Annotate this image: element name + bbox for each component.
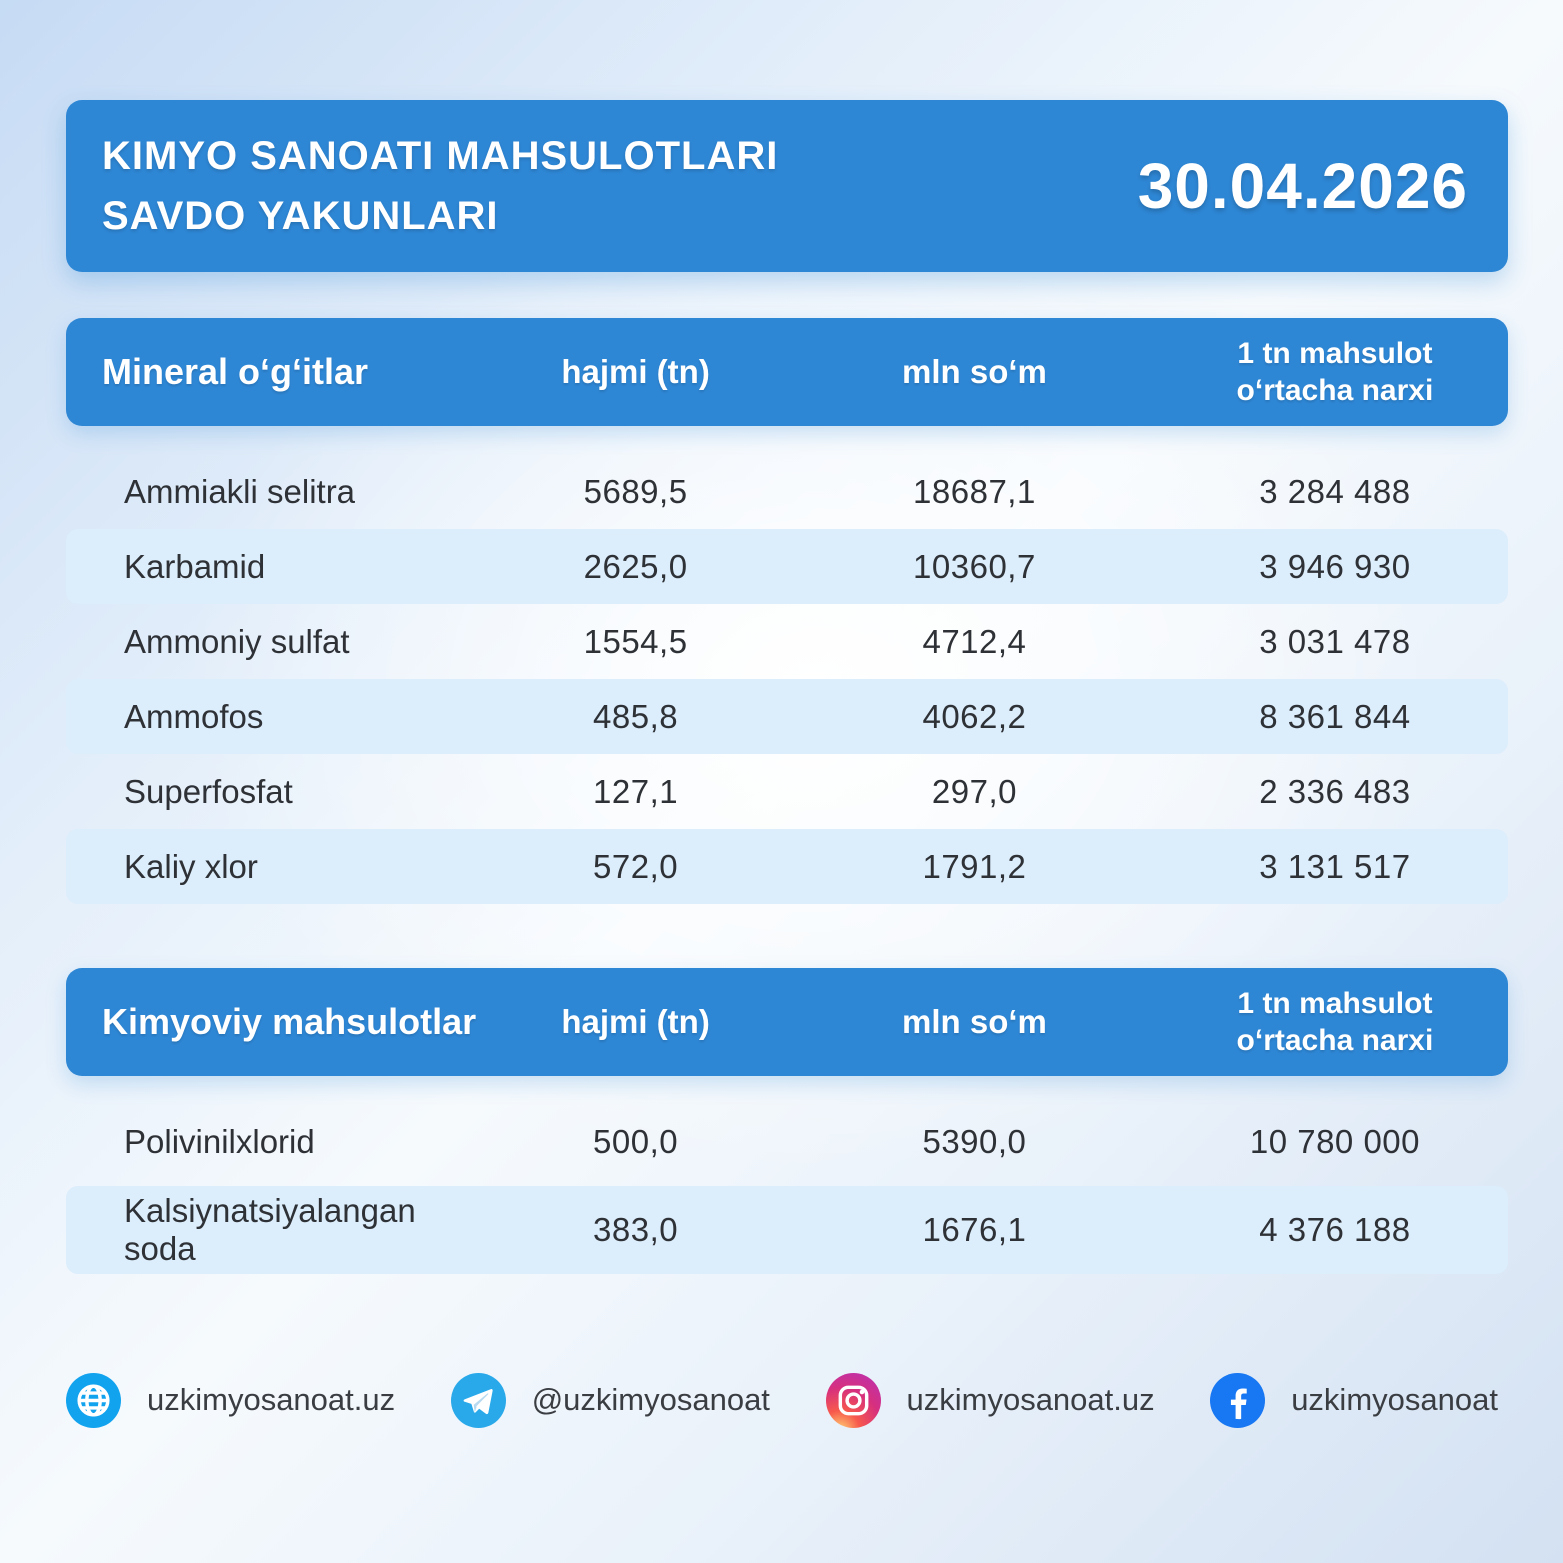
- table-row: [66, 1186, 1508, 1274]
- table2-col-narx: 1 tn mahsulot o‘rtacha narxi: [1236, 987, 1434, 1057]
- narx-cell: 10 780 000: [1249, 1123, 1421, 1160]
- table-row: [66, 1098, 1508, 1186]
- page-title-line2: SAVDO YAKUNLARI: [102, 194, 499, 238]
- facebook-link[interactable]: [1210, 1373, 1498, 1428]
- website-label: uzkimyosanoat.uz: [147, 1382, 396, 1417]
- report-date: 30.04.2026: [1137, 150, 1468, 222]
- narx-cell: 4 376 188: [1259, 1211, 1411, 1248]
- hajmi-cell: 127,1: [593, 772, 679, 810]
- table-row: [66, 829, 1508, 904]
- table-row: [66, 604, 1508, 679]
- product-name-cell: Kalsiynatsiyalangan soda: [124, 1192, 416, 1267]
- instagram-label: uzkimyosanoat.uz: [906, 1382, 1155, 1417]
- hajmi-cell: 5689,5: [583, 472, 688, 510]
- table2-header: [66, 968, 1508, 1076]
- narx-cell: 8 361 844: [1259, 697, 1411, 735]
- page-title: [102, 126, 778, 246]
- narx-cell: 2 336 483: [1259, 772, 1411, 810]
- table1-header: [66, 318, 1508, 426]
- footer-social-bar: [66, 1372, 1498, 1428]
- product-name-cell: Ammoniy sulfat: [124, 622, 350, 660]
- product-name-cell: Polivinilxlorid: [124, 1123, 315, 1160]
- product-name-cell: Ammiakli selitra: [124, 472, 356, 510]
- hajmi-cell: 485,8: [593, 697, 679, 735]
- hajmi-cell: 1554,5: [583, 622, 688, 660]
- page-title-line1: KIMYO SANOATI MAHSULOTLARI: [102, 134, 779, 178]
- table-row: [66, 754, 1508, 829]
- globe-icon: [66, 1373, 121, 1428]
- narx-cell: 3 131 517: [1259, 847, 1411, 885]
- table1-col-narx: 1 tn mahsulot o‘rtacha narxi: [1236, 337, 1434, 407]
- mln-som-cell: 1791,2: [922, 847, 1027, 885]
- table2-title: Kimyoviy mahsulotlar: [102, 1001, 477, 1042]
- table2-col-hajmi: hajmi (tn): [561, 1003, 710, 1040]
- product-name-cell: Ammofos: [124, 697, 264, 735]
- facebook-icon: [1210, 1373, 1265, 1428]
- facebook-label: uzkimyosanoat: [1291, 1382, 1498, 1417]
- mln-som-cell: 4712,4: [922, 622, 1027, 660]
- narx-cell: 3 946 930: [1259, 547, 1411, 585]
- table-row: [66, 529, 1508, 604]
- instagram-link[interactable]: [826, 1373, 1155, 1428]
- product-name-cell: Karbamid: [124, 547, 266, 585]
- hajmi-cell: 572,0: [593, 847, 679, 885]
- mln-som-cell: 10360,7: [913, 547, 1036, 585]
- table1-col-mln: mln so‘m: [902, 353, 1047, 390]
- hajmi-cell: 500,0: [593, 1123, 679, 1160]
- telegram-label: @uzkimyosanoat: [531, 1382, 770, 1417]
- mln-som-cell: 18687,1: [913, 472, 1036, 510]
- table1-col-hajmi: hajmi (tn): [561, 353, 710, 390]
- narx-cell: 3 284 488: [1259, 472, 1411, 510]
- website-link[interactable]: [66, 1373, 395, 1428]
- table-row: [66, 454, 1508, 529]
- telegram-icon: [451, 1373, 506, 1428]
- mln-som-cell: 5390,0: [922, 1123, 1027, 1160]
- mln-som-cell: 1676,1: [922, 1211, 1027, 1248]
- mln-som-cell: 297,0: [931, 772, 1017, 810]
- header-card: [66, 100, 1508, 272]
- narx-cell: 3 031 478: [1259, 622, 1411, 660]
- telegram-link[interactable]: [451, 1373, 770, 1428]
- hajmi-cell: 2625,0: [583, 547, 688, 585]
- hajmi-cell: 383,0: [593, 1211, 679, 1248]
- product-name-cell: Superfosfat: [124, 772, 293, 810]
- table1-title: Mineral o‘g‘itlar: [102, 351, 369, 392]
- table1-rows: [66, 426, 1508, 904]
- table2-rows: [66, 1076, 1508, 1274]
- instagram-icon: [826, 1373, 881, 1428]
- table-row: [66, 679, 1508, 754]
- product-name-cell: Kaliy xlor: [124, 847, 258, 885]
- table2-col-mln: mln so‘m: [902, 1003, 1047, 1040]
- mln-som-cell: 4062,2: [922, 697, 1027, 735]
